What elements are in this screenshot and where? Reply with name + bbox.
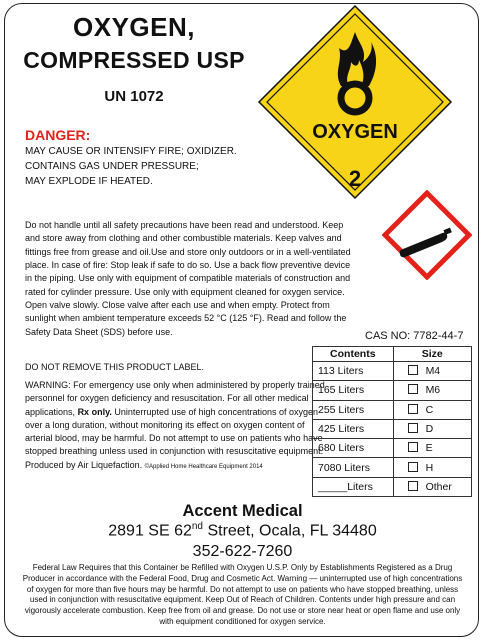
contents-cell: 255 Liters <box>313 400 394 419</box>
warning-text: WARNING: For emergency use only when administered by properly trained personnel for oxygen deficiency and resuscitation. For all other medical applications, <box>25 380 325 417</box>
checkbox-icon <box>408 423 418 433</box>
table-row <box>313 400 472 419</box>
hazard-statement: CONTAINS GAS UNDER PRESSURE; <box>25 161 199 172</box>
table-header-row <box>313 347 472 362</box>
size-cell: E <box>393 439 471 458</box>
checkbox-icon <box>408 404 418 414</box>
copyright: ©Applied Home Healthcare Equipment 2014 <box>144 463 263 470</box>
warning-text-continued: Uninterrupted use of high concentrations of oxygen over a long duration, without monitoring its effect on oxygen content of arterial blood, may be harmful. Do not attempt to use on patients who have stopped breathing unless used in conjunction with resuscitative equipment. Produced by Air Liquefaction. <box>25 406 324 470</box>
precautionary-statements: Do not handle until all safety precautions have been read and understood. Keep and store away from clothing and other combustible materials. Keep valves and fittings free from grease and oil.Use and store only outdoors or in a well-ventilated place. In case of fire: Stop leak if safe to do so. Use a back flow preventive device in the piping. Use only with equipment of compatible materials of construction and rated for cylinder pressure. Use only with equipment cleaned for oxygen service. Open valve slowly. Close valve after each use and when empty. Protect from sunlight when ambient temperature exceeds 52 °C (125 °F). Read and follow the Safety Data Sheet (SDS) before use. <box>25 220 351 337</box>
federal-notice: Federal Law Requires that this Container be Refilled with Oxygen U.S.P. Only by Establishments Registered as a Drug Producer in accordance with the Federal Food, Drug and Cosmetic Act. Warning — uninterrupted use of high concentrations of oxygen for more than five hours may be harmful. Do not attempt to use on patients who have stopped breathing, unless used in conjunction with resuscitative equipment. Keep Out of Reach of Children. Contents under high pressure and can vigorously accelerate combustion. Keep free from oil and grease. Do not use or store near heat or open flame and use only with equipment conditioned for oxygen service. <box>22 563 463 626</box>
checkbox-icon <box>408 481 418 491</box>
size-cell: H <box>393 458 471 477</box>
contents-cell: 113 Liters <box>313 362 394 381</box>
hazard-statement: MAY EXPLODE IF HEATED. <box>25 176 153 187</box>
contents-cell: 7080 Liters <box>313 458 394 477</box>
company-address: 2891 SE 62nd Street, Ocala, FL 34480 <box>108 521 377 540</box>
warning-paragraph <box>25 379 325 474</box>
table-row <box>313 419 472 438</box>
column-header-contents: Contents <box>313 347 394 362</box>
contents-cell: 680 Liters <box>313 439 394 458</box>
ghs-pictogram <box>382 190 472 280</box>
checkbox-icon <box>408 365 418 375</box>
table-row <box>313 458 472 477</box>
size-cell: M6 <box>393 381 471 400</box>
size-cell: M4 <box>393 362 471 381</box>
company-phone: 352-622-7260 <box>192 543 293 560</box>
checkbox-icon <box>408 442 418 452</box>
table-row <box>313 439 472 458</box>
size-cell: D <box>393 419 471 438</box>
hazard-statement: MAY CAUSE OR INTENSIFY FIRE; OXIDIZER. <box>25 146 237 157</box>
size-cell: C <box>393 400 471 419</box>
rx-only: Rx only. <box>77 406 112 417</box>
table-row <box>313 381 472 400</box>
contents-cell: 165 Liters <box>313 381 394 400</box>
company-name: Accent Medical <box>182 502 303 520</box>
cas-number: CAS NO: 7782-44-7 <box>365 330 464 342</box>
product-title-line1: OXYGEN, <box>73 12 195 42</box>
table-row <box>313 477 472 496</box>
size-cell: Other <box>393 477 471 496</box>
un-number: UN 1072 <box>104 88 164 105</box>
contents-cell: 425 Liters <box>313 419 394 438</box>
placard-class-number: 2 <box>348 166 362 191</box>
oxidizer-placard <box>255 2 455 202</box>
size-table <box>312 346 472 497</box>
checkbox-icon <box>408 384 418 394</box>
contents-cell: _____Liters <box>313 477 394 496</box>
column-header-size: Size <box>393 347 471 362</box>
do-not-remove-notice: DO NOT REMOVE THIS PRODUCT LABEL. <box>25 362 205 372</box>
checkbox-icon <box>408 462 418 472</box>
table-row <box>313 362 472 381</box>
danger-heading: DANGER: <box>25 127 91 143</box>
placard-name: OXYGEN <box>312 121 398 143</box>
product-title-line2: COMPRESSED USP <box>23 47 245 73</box>
